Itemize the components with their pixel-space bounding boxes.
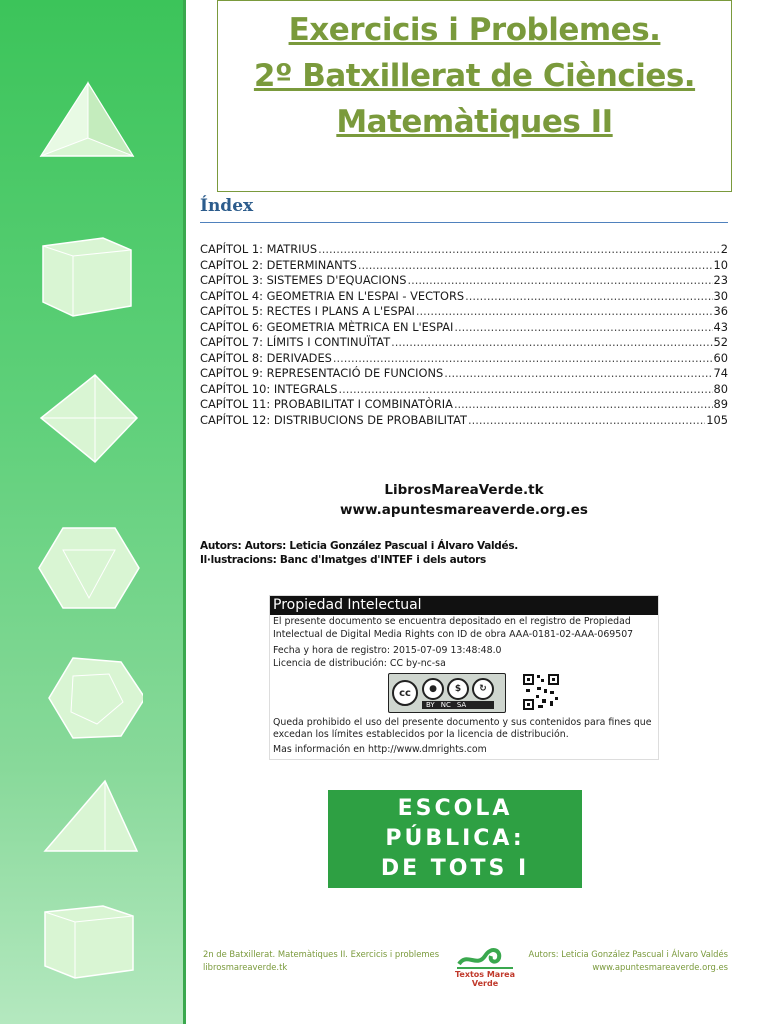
escola-line-1: ESCOLA PÚBLICA:: [385, 796, 525, 851]
toc-label: CAPÍTOL 11: PROBABILITAT I COMBINATÒRIA: [200, 397, 453, 411]
footer-site-left[interactable]: librosmareaverde.tk: [203, 962, 288, 972]
marea-verde-logo: [445, 938, 525, 988]
ip-line-5: Queda prohibido el uso del presente documento y sus contenidos para fines que: [273, 717, 652, 728]
toc-label: CAPÍTOL 2: DETERMINANTS: [200, 257, 357, 272]
toc-page: 30: [713, 288, 728, 303]
cc-icon: cc: [392, 680, 418, 706]
title-line-1: Exercicis i Problemes.: [288, 12, 661, 48]
toc-entry[interactable]: [200, 397, 728, 413]
toc-page: 43: [713, 319, 728, 334]
icosahedron-icon: [33, 520, 143, 620]
leader-dots: [318, 242, 720, 258]
ip-line-4: Licencia de distribución: CC by-nc-sa: [273, 658, 446, 669]
leader-dots: [333, 351, 713, 367]
dodecahedron-icon: [33, 650, 143, 750]
leader-dots: [416, 304, 713, 320]
toc-label: CAPÍTOL 1: MATRIUS: [200, 242, 318, 256]
footer-authors: Autors: Leticia González Pascual i Álvaro Valdés: [528, 949, 728, 959]
title-line-3: Matemàtiques II: [336, 104, 613, 140]
footer-site-right[interactable]: www.apuntesmareaverde.org.es: [592, 962, 728, 972]
leader-dots: [454, 397, 713, 413]
escola-publica-banner: [328, 790, 582, 911]
link-librosmareaverde[interactable]: LibrosMareaVerde.tk: [384, 482, 544, 498]
toc-label: CAPÍTOL 10: INTEGRALS: [200, 381, 338, 396]
leader-dots: [444, 366, 712, 382]
ip-line-2: Intelectual de Digital Media Rights con ID de obra AAA-0181-02-AAA-069507: [273, 629, 634, 640]
toc-entry[interactable]: [200, 413, 728, 429]
pyramid-icon: [33, 776, 143, 876]
toc-label: CAPÍTOL 3: SISTEMES D'EQUACIONS: [200, 273, 407, 287]
ip-line-6: excedan los límites establecidos por la licencia de distribución.: [273, 729, 569, 740]
toc-entry[interactable]: [200, 366, 728, 382]
toc-label: CAPÍTOL 4: GEOMETRIA EN L'ESPAI - VECTORS: [200, 288, 465, 303]
toc-page: 60: [713, 350, 728, 365]
leader-dots: [407, 273, 712, 289]
footer-course: 2n de Batxillerat. Matemàtiques II. Exercicis i problemes: [203, 949, 440, 959]
leader-dots: [339, 382, 713, 398]
escola-line-2: DE TOTS I: [380, 856, 530, 881]
website-links: [200, 480, 728, 520]
table-of-contents: [200, 242, 728, 428]
toc-page: 89: [713, 397, 728, 411]
toc-page: 74: [713, 366, 728, 380]
toc-entry[interactable]: [200, 258, 728, 274]
ip-line-7: Mas información en http://www.dmrights.com: [273, 744, 487, 755]
toc-entry[interactable]: [200, 351, 728, 367]
sidebar: [0, 0, 186, 1024]
cc-tag-by: BY: [426, 700, 435, 709]
toc-page: 36: [713, 304, 728, 318]
toc-page: 10: [713, 257, 728, 272]
leader-dots: [454, 320, 712, 336]
ip-line-1: El presente documento se encuentra depositado en el registro de Propiedad: [273, 616, 631, 627]
nc-icon: $: [447, 678, 469, 700]
toc-page: 23: [713, 273, 728, 287]
toc-entry[interactable]: [200, 273, 728, 289]
toc-label: CAPÍTOL 12: DISTRIBUCIONS DE PROBABILITAT: [200, 412, 467, 427]
cube-icon: [33, 228, 143, 328]
toc-page: 105: [706, 412, 728, 427]
toc-entry[interactable]: [200, 289, 728, 305]
toc-label: CAPÍTOL 9: REPRESENTACIÓ DE FUNCIONS: [200, 366, 444, 380]
footer-right: [529, 948, 728, 974]
toc-label: CAPÍTOL 6: GEOMETRIA MÈTRICA EN L'ESPAI: [200, 319, 454, 334]
illustrations-line: Il·lustracions: Banc d'Imatges d'INTEF i dels autors: [200, 554, 486, 566]
toc-page: 2: [720, 242, 728, 256]
toc-entry[interactable]: [200, 382, 728, 398]
toc-page: 80: [713, 381, 728, 396]
prism-icon: [33, 900, 143, 1000]
leader-dots: [391, 335, 712, 351]
toc-label: CAPÍTOL 8: DERIVADES: [200, 350, 332, 365]
title-box: [217, 0, 732, 192]
title-line-2: 2º Batxillerat de Ciències.: [253, 58, 696, 94]
index-heading: Índex: [200, 196, 728, 223]
toc-entry[interactable]: [200, 242, 728, 258]
escola-line-3: PER A TOTS: [367, 886, 543, 911]
logo-text: Textos Marea Verde: [455, 970, 515, 988]
toc-entry[interactable]: [200, 320, 728, 336]
footer-left: [203, 948, 439, 974]
leader-dots: [468, 413, 705, 429]
authors-line: Autors: Autors: Leticia González Pascual i Álvaro Valdés.: [200, 540, 518, 552]
wave-logo-icon: [455, 938, 515, 970]
toc-entry[interactable]: [200, 304, 728, 320]
ip-title: Propiedad Intelectual: [270, 596, 658, 615]
link-apuntesmareaverde[interactable]: www.apuntesmareaverde.org.es: [340, 502, 588, 518]
toc-label: CAPÍTOL 7: LÍMITS I CONTINUÏTAT: [200, 335, 391, 349]
leader-dots: [358, 258, 713, 274]
leader-dots: [465, 289, 712, 305]
octahedron-icon: [33, 370, 143, 470]
toc-label: CAPÍTOL 5: RECTES I PLANS A L'ESPAI: [200, 304, 415, 318]
toc-entry[interactable]: [200, 335, 728, 351]
toc-page: 52: [713, 335, 728, 349]
sa-icon: ↻: [472, 678, 494, 700]
credits: [200, 539, 518, 567]
cc-tag-sa: SA: [456, 700, 467, 709]
qr-code-icon: [522, 673, 560, 711]
tetrahedron-icon: [33, 78, 143, 178]
cc-tag-nc: NC: [440, 700, 451, 709]
by-icon: ●: [422, 678, 444, 700]
ip-line-3: Fecha y hora de registro: 2015-07-09 13:48:48.0: [273, 645, 502, 656]
intellectual-property-box: [269, 595, 659, 760]
cc-license-badge: [388, 673, 506, 713]
